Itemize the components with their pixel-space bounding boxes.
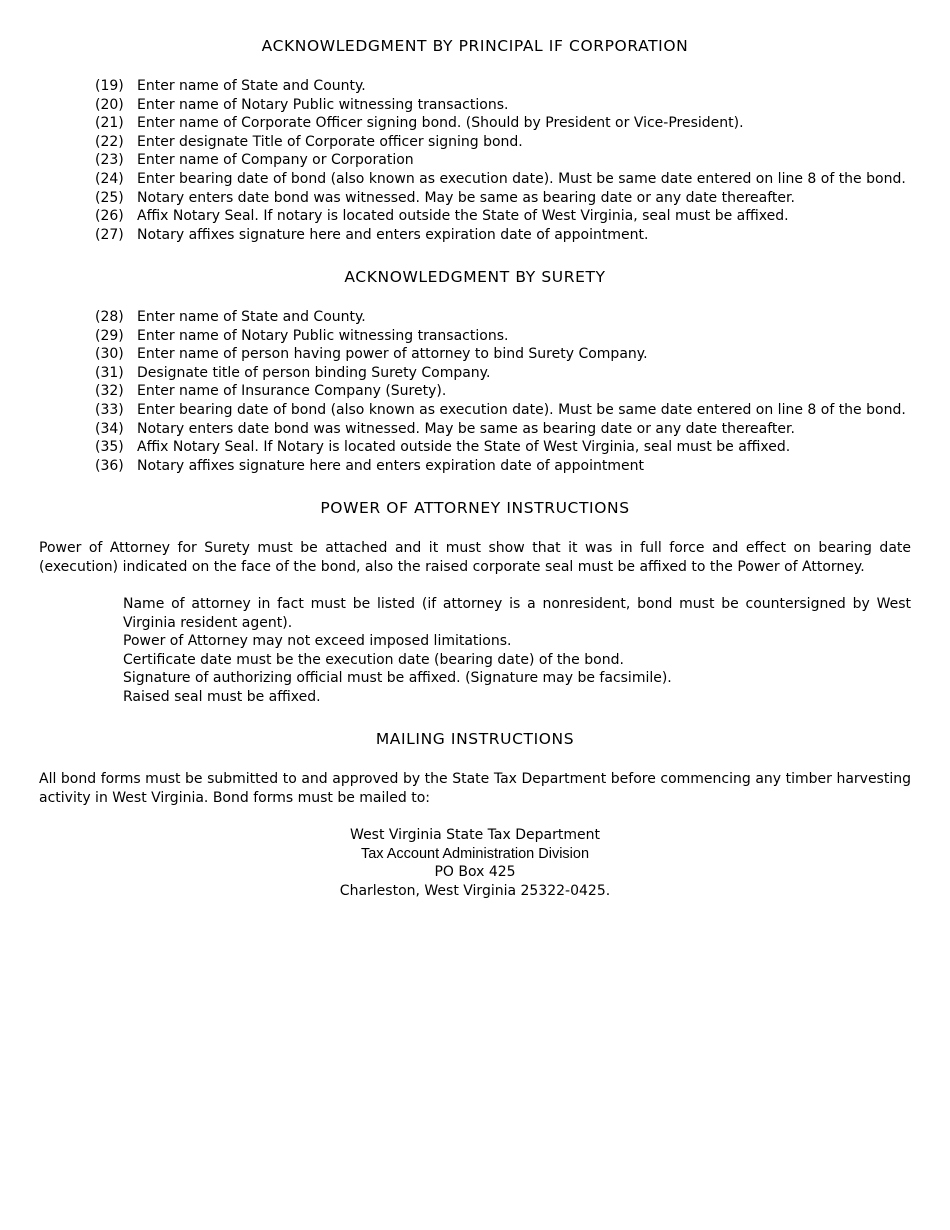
item-number: (21) [95,115,124,132]
surety-instructions-list [95,308,925,475]
address-line-division: Tax Account Administration Division [360,845,590,862]
item-number: (25) [95,189,124,206]
list-item [95,96,925,115]
item-text: Enter name of Corporate Officer signing bond. (Should by President or Vice-President). [137,115,744,132]
item-text: Enter bearing date of bond (also known as execution date). Must be same date entered on line 8 of the bond. [137,170,906,187]
item-text: Affix Notary Seal. If notary is located outside the State of West Virginia, seal must be affixed. [137,208,789,225]
item-text: Notary affixes signature here and enters expiration date of appointment [137,457,644,474]
list-item [95,226,925,245]
item-number: (22) [95,133,124,150]
list-item [95,151,925,170]
list-item: Power of Attorney may not exceed imposed limitations. [123,633,512,650]
item-number: (20) [95,96,124,113]
list-item [95,457,925,476]
heading-acknowledgment-surety: ACKNOWLEDGMENT BY SURETY [344,268,606,286]
item-text: Notary affixes signature here and enters expiration date of appointment. [137,226,649,243]
mailing-paragraph: All bond forms must be submitted to and approved by the State Tax Department before commencing any timber harvesting activity in West Virginia. Bond forms must be mailed to: [39,771,911,806]
item-number: (35) [95,439,124,456]
list-item [95,207,925,226]
heading-power-of-attorney: POWER OF ATTORNEY INSTRUCTIONS [320,499,630,517]
item-number: (32) [95,383,124,400]
item-text: Notary enters date bond was witnessed. May be same as bearing date or any date thereafter. [137,189,795,206]
mailing-address [0,826,950,900]
item-number: (34) [95,420,124,437]
item-text: Enter bearing date of bond (also known as execution date). Must be same date entered on line 8 of the bond. [137,401,906,418]
item-text: Notary enters date bond was witnessed. May be same as bearing date or any date thereafter. [137,420,795,437]
list-item: Raised seal must be affixed. [123,688,321,705]
list-item [95,382,925,401]
item-text: Enter name of State and County. [137,78,366,94]
list-item [95,345,925,364]
principal-instructions-list [95,77,925,244]
item-text: Enter name of Insurance Company (Surety). [137,383,447,400]
address-line-city: Charleston, West Virginia 25322-0425. [339,882,611,899]
item-text: Enter name of State and County. [137,309,366,325]
item-number: (31) [95,364,124,381]
list-item [95,420,925,439]
item-text: Enter name of Company or Corporation [137,152,414,169]
address-line-po-box: PO Box 425 [434,864,516,881]
list-item: Name of attorney in fact must be listed (if attorney is a nonresident, bond must be countersigned by West Virginia resident agent). [123,596,911,631]
list-item: Signature of authorizing official must be affixed. (Signature may be facsimile). [123,670,672,687]
item-text: Enter name of Notary Public witnessing transactions. [137,327,509,344]
item-text: Enter name of person having power of attorney to bind Surety Company. [137,346,648,363]
list-item [95,401,925,420]
item-text: Enter name of Notary Public witnessing transactions. [137,96,509,113]
item-number: (30) [95,346,124,363]
item-number: (28) [95,309,124,325]
item-text: Enter designate Title of Corporate officer signing bond. [137,133,523,150]
list-item [95,170,925,189]
heading-mailing-instructions: MAILING INSTRUCTIONS [375,730,575,748]
item-number: (27) [95,226,124,243]
item-number: (19) [95,78,124,94]
item-number: (29) [95,327,124,344]
list-item [95,77,925,96]
power-of-attorney-paragraph: Power of Attorney for Surety must be attached and it must show that it was in full force and effect on bearing date (execution) indicated on the face of the bond, also the raised corporate seal must be affixed to the Power of Attorney. [39,540,911,575]
list-item [95,438,925,457]
item-text: Designate title of person binding Surety Company. [137,364,491,381]
item-number: (33) [95,401,124,418]
item-number: (26) [95,208,124,225]
address-line-department: West Virginia State Tax Department [350,827,600,843]
list-item [95,189,925,208]
item-number: (24) [95,170,124,187]
list-item [95,327,925,346]
item-text: Affix Notary Seal. If Notary is located outside the State of West Virginia, seal must be affixed. [137,439,791,456]
item-number: (23) [95,152,124,169]
list-item: Certificate date must be the execution date (bearing date) of the bond. [123,651,624,668]
list-item [95,364,925,383]
heading-acknowledgment-principal: ACKNOWLEDGMENT BY PRINCIPAL IF CORPORATION [261,37,689,55]
power-of-attorney-requirements [123,595,911,707]
list-item [95,133,925,152]
item-number: (36) [95,457,124,474]
list-item [95,308,925,327]
list-item [95,114,925,133]
